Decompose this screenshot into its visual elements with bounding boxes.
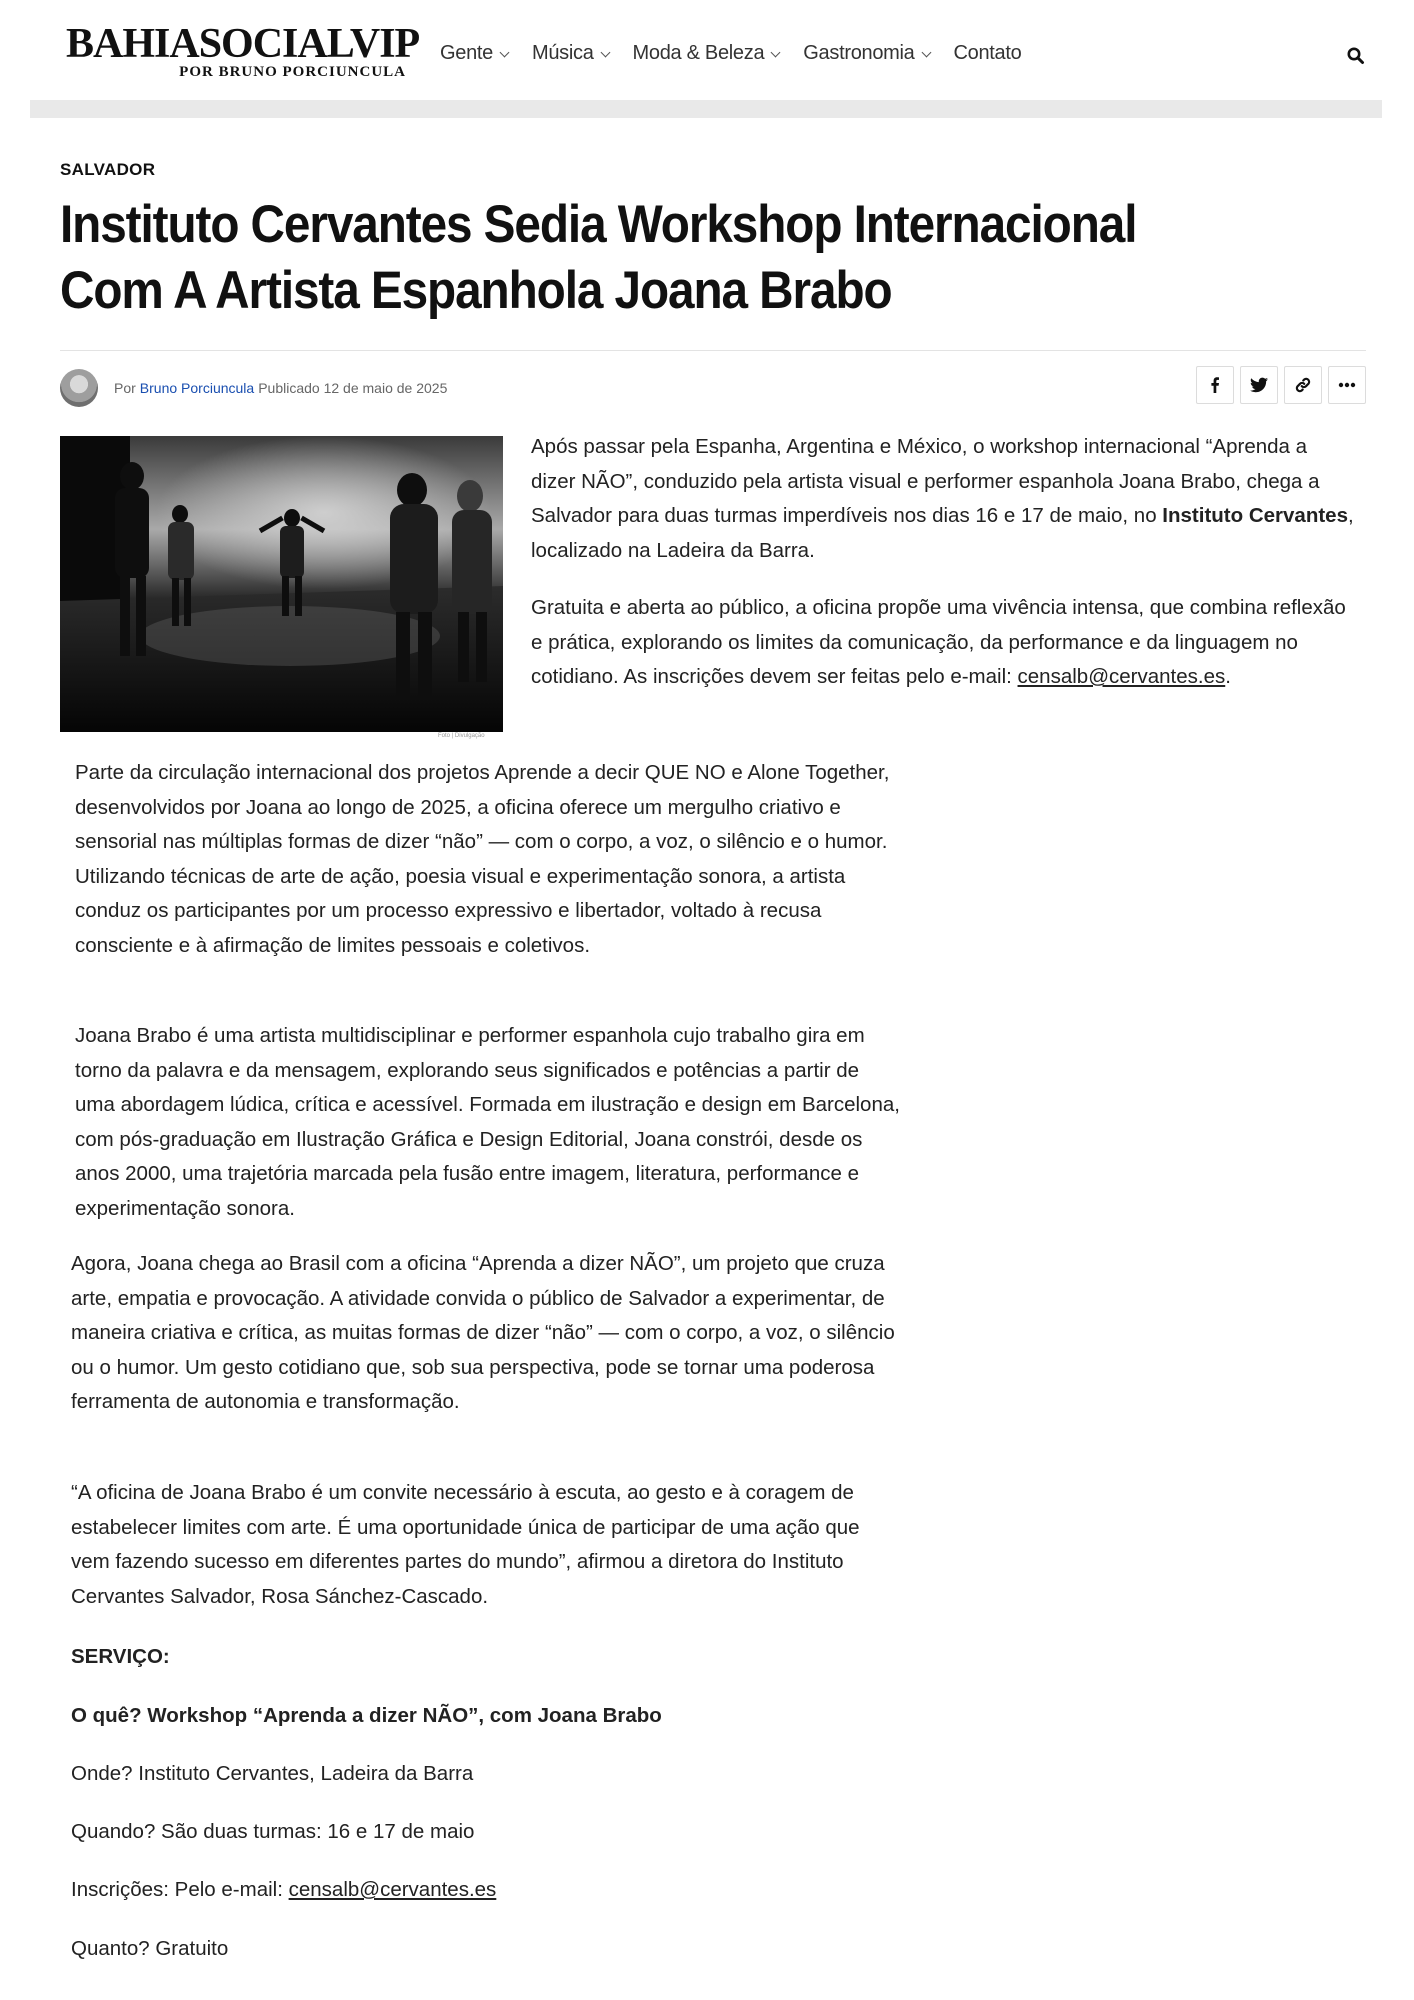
chevron-down-icon [921, 47, 931, 57]
paragraph-4: Joana Brabo é uma artista multidisciplinar e performer espanhola cujo trabalho gira em torno da palavra e da mensagem, explorando seus significados e potências a partir de uma abordagem lúdica, crítica e acessível. Formada em ilustração e design em Barcelona, com pós-graduação em Ilustração Gráfica e Design Editorial, Joana constrói, desde os anos 2000, uma trajetória marcada pela fusão entre imagem, literatura, performance e experimentação sonora. [75, 1024, 900, 1220]
service-when: Quando? São duas turmas: 16 e 17 de maio [71, 1820, 475, 1843]
email-link[interactable]: censalb@cervantes.es [1017, 665, 1226, 688]
published-label: Publicado [258, 380, 320, 396]
logo-main-text: BAHIASOCIALVIP [66, 21, 420, 67]
main-nav [440, 42, 1021, 65]
paragraph-1-text-b: , localizado na Ladeira da Barra. [531, 504, 1354, 562]
author-avatar[interactable] [60, 369, 98, 407]
service-where: Onde? Instituto Cervantes, Ladeira da Barra [71, 1762, 474, 1785]
author-link[interactable]: Bruno Porciuncula [139, 380, 255, 396]
nav-item-contato[interactable] [954, 42, 1022, 65]
article-photo[interactable] [60, 436, 503, 732]
paragraph-1-text-a: Após passar pela Espanha, Argentina e México, o workshop internacional “Aprenda a dizer NÃO”, conduzido pela artista visual e performer espanhola Joana Brabo, chega a Salvador para duas turmas imperdíveis nos dias 16 e 17 de maio, no [531, 435, 1320, 527]
byline [60, 368, 447, 408]
service-signup [71, 1876, 496, 1904]
paragraph-1-bold: Instituto Cervantes [1162, 504, 1348, 527]
byline-prefix: Por [114, 380, 136, 396]
nav-item-gente[interactable] [440, 42, 508, 65]
service-heading: SERVIÇO: [71, 1645, 170, 1668]
photo-credit: Foto | Divulgação [438, 733, 485, 739]
twitter-icon[interactable] [1240, 366, 1278, 404]
service-email-link[interactable]: censalb@cervantes.es [288, 1878, 497, 1901]
paragraph-1 [531, 430, 1357, 568]
share-bar [1196, 366, 1366, 404]
more-icon[interactable] [1328, 366, 1366, 404]
paragraph-2-text-a: Gratuita e aberta ao público, a oficina propõe uma vivência intensa, que combina reflexão e prática, explorando os limites da comunicação, da performance e da linguagem no cotidiano. As inscrições devem ser feitas pelo e-mail: [531, 596, 1346, 688]
chevron-down-icon [500, 47, 510, 57]
search-icon[interactable] [1346, 46, 1366, 66]
site-logo[interactable] [66, 21, 420, 80]
site-header [30, 0, 1382, 100]
paragraph-5: Agora, Joana chega ao Brasil com a oficina “Aprenda a dizer NÃO”, um projeto que cruza arte, empatia e provocação. A atividade convida o público de Salvador a experimentar, de maneira criativa e crítica, as muitas formas de dizer “não” — com o corpo, a voz, o silêncio ou o humor. Um gesto cotidiano que, sob sua perspectiva, pode se tornar uma poderosa ferramenta de autonomia e transformação. [71, 1252, 895, 1413]
service-price: Quanto? Gratuito [71, 1937, 229, 1960]
category-label[interactable]: SALVADOR [60, 160, 156, 179]
chevron-down-icon [600, 47, 610, 57]
nav-item-label: Contato [953, 42, 1022, 64]
byline-text [114, 380, 447, 396]
paragraph-2 [531, 591, 1357, 695]
paragraph-6: “A oficina de Joana Brabo é um convite necessário à escuta, ao gesto e à coragem de estabelecer limites com arte. É uma oportunidade única de participar de uma ação que vem fazendo sucesso em diferentes partes do mundo”, afirmou a diretora do Instituto Cervantes Salvador, Rosa Sánchez-Cascado. [71, 1481, 860, 1608]
nav-item-label: Gente [440, 42, 493, 64]
nav-item-label: Moda & Beleza [632, 42, 765, 64]
service-what: O quê? Workshop “Aprenda a dizer NÃO”, com Joana Brabo [71, 1704, 662, 1727]
nav-item-musica[interactable] [532, 42, 609, 65]
publish-date: 12 de maio de 2025 [323, 380, 448, 396]
logo-sub-text: POR BRUNO PORCIUNCULA [179, 64, 406, 80]
title-divider [60, 350, 1366, 351]
link-icon[interactable] [1284, 366, 1322, 404]
article-title: Instituto Cervantes Sedia Workshop Internacional Com A Artista Espanhola Joana Brabo [60, 195, 1137, 320]
service-signup-label: Inscrições: Pelo e-mail: [71, 1878, 289, 1901]
paragraph-2-text-b: . [1225, 665, 1231, 688]
facebook-icon[interactable] [1196, 366, 1234, 404]
nav-item-label: Música [531, 42, 594, 64]
paragraph-3: Parte da circulação internacional dos projetos Aprende a decir QUE NO e Alone Together, desenvolvidos por Joana ao longo de 2025, a oficina oferece um mergulho criativo e sensorial nas múltiplas formas de dizer “não” — com o corpo, a voz, o silêncio e o humor. Utilizando técnicas de arte de ação, poesia visual e experimentação sonora, a artista conduz os participantes por um processo expressivo e libertador, voltado à recusa consciente e à afirmação de limites pessoais e coletivos. [75, 761, 890, 957]
nav-item-gastronomia[interactable] [803, 42, 929, 65]
nav-item-moda-beleza[interactable] [633, 42, 780, 65]
header-divider-strip [30, 100, 1382, 118]
chevron-down-icon [771, 47, 781, 57]
nav-item-label: Gastronomia [803, 42, 915, 64]
